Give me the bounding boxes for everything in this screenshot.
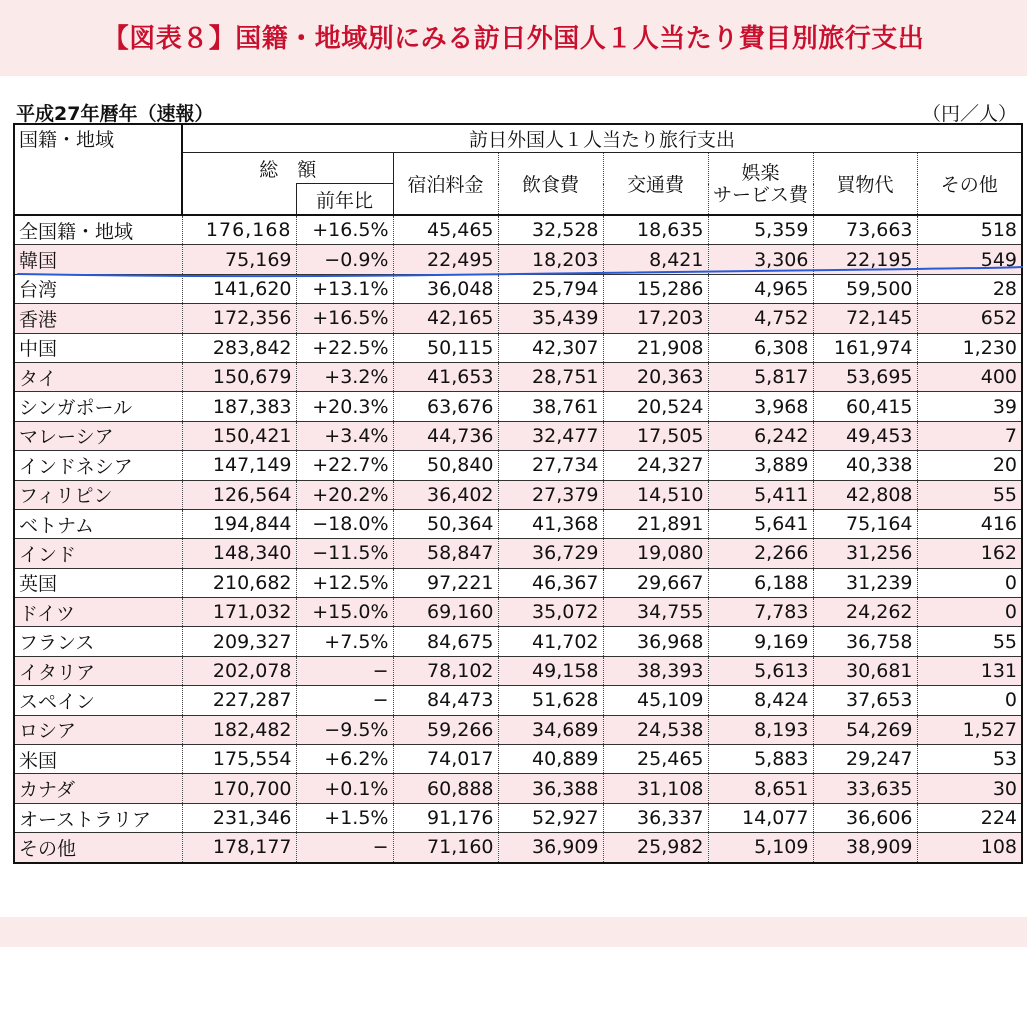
cell-transport: 34,755 — [603, 598, 708, 627]
cell-yoy: −11.5% — [296, 539, 393, 568]
cell-food: 51,628 — [498, 686, 603, 715]
row-country-name: 台湾 — [14, 274, 182, 303]
cell-other: 55 — [917, 627, 1022, 656]
cell-other: 1,230 — [917, 333, 1022, 362]
cell-entertainment: 3,889 — [708, 451, 813, 480]
cell-total: 209,327 — [182, 627, 296, 656]
table-subtitle: 平成27年暦年（速報） — [16, 103, 214, 125]
table-row — [14, 480, 1022, 509]
cell-lodging: 42,165 — [393, 304, 498, 333]
header-lodging: 宿泊料金 — [393, 153, 498, 216]
cell-other: 131 — [917, 656, 1022, 685]
cell-transport: 25,982 — [603, 833, 708, 863]
cell-other: 162 — [917, 539, 1022, 568]
row-country-name: インド — [14, 539, 182, 568]
cell-lodging: 36,048 — [393, 274, 498, 303]
cell-shopping: 72,145 — [813, 304, 917, 333]
cell-transport: 29,667 — [603, 568, 708, 597]
row-country-name: オーストラリア — [14, 803, 182, 832]
cell-lodging: 59,266 — [393, 715, 498, 744]
header-total: 総 額 — [182, 153, 393, 184]
cell-yoy: +16.5% — [296, 304, 393, 333]
cell-yoy: − — [296, 686, 393, 715]
cell-total: 210,682 — [182, 568, 296, 597]
cell-lodging: 91,176 — [393, 803, 498, 832]
table-row — [14, 362, 1022, 391]
cell-lodging: 50,364 — [393, 509, 498, 538]
cell-transport: 36,968 — [603, 627, 708, 656]
cell-other: 224 — [917, 803, 1022, 832]
cell-shopping: 60,415 — [813, 392, 917, 421]
cell-other: 108 — [917, 833, 1022, 863]
header-group: 訪日外国人１人当たり旅行支出 — [182, 124, 1022, 153]
cell-yoy: +3.2% — [296, 362, 393, 391]
cell-lodging: 45,465 — [393, 215, 498, 245]
cell-other: 30 — [917, 774, 1022, 803]
cell-food: 35,072 — [498, 598, 603, 627]
cell-entertainment: 14,077 — [708, 803, 813, 832]
row-country-name: タイ — [14, 362, 182, 391]
cell-shopping: 33,635 — [813, 774, 917, 803]
cell-other: 28 — [917, 274, 1022, 303]
header-yoy: 前年比 — [296, 184, 393, 216]
cell-food: 49,158 — [498, 656, 603, 685]
cell-entertainment: 5,817 — [708, 362, 813, 391]
cell-entertainment: 3,306 — [708, 245, 813, 274]
table-row — [14, 215, 1022, 245]
row-country-name: ベトナム — [14, 509, 182, 538]
cell-lodging: 71,160 — [393, 833, 498, 863]
cell-transport: 21,908 — [603, 333, 708, 362]
cell-total: 178,177 — [182, 833, 296, 863]
cell-lodging: 97,221 — [393, 568, 498, 597]
cell-total: 150,421 — [182, 421, 296, 450]
cell-food: 34,689 — [498, 715, 603, 744]
header-transport: 交通費 — [603, 153, 708, 216]
table-row — [14, 274, 1022, 303]
row-country-name: 韓国 — [14, 245, 182, 274]
table-row — [14, 686, 1022, 715]
cell-food: 38,761 — [498, 392, 603, 421]
unit-label: （円／人） — [921, 103, 1017, 125]
table-row — [14, 745, 1022, 774]
cell-lodging: 74,017 — [393, 745, 498, 774]
cell-total: 231,346 — [182, 803, 296, 832]
cell-shopping: 31,239 — [813, 568, 917, 597]
cell-shopping: 73,663 — [813, 215, 917, 245]
row-country-name: ロシア — [14, 715, 182, 744]
cell-shopping: 75,164 — [813, 509, 917, 538]
cell-yoy: +22.5% — [296, 333, 393, 362]
cell-transport: 19,080 — [603, 539, 708, 568]
cell-shopping: 38,909 — [813, 833, 917, 863]
cell-yoy: +20.3% — [296, 392, 393, 421]
cell-total: 172,356 — [182, 304, 296, 333]
cell-transport: 45,109 — [603, 686, 708, 715]
cell-food: 18,203 — [498, 245, 603, 274]
cell-transport: 31,108 — [603, 774, 708, 803]
cell-other: 416 — [917, 509, 1022, 538]
cell-food: 41,368 — [498, 509, 603, 538]
cell-shopping: 29,247 — [813, 745, 917, 774]
cell-transport: 21,891 — [603, 509, 708, 538]
cell-shopping: 53,695 — [813, 362, 917, 391]
cell-transport: 18,635 — [603, 215, 708, 245]
cell-yoy: +16.5% — [296, 215, 393, 245]
cell-yoy: +15.0% — [296, 598, 393, 627]
cell-total: 141,620 — [182, 274, 296, 303]
cell-transport: 15,286 — [603, 274, 708, 303]
table-row — [14, 421, 1022, 450]
cell-yoy: +6.2% — [296, 745, 393, 774]
cell-yoy: − — [296, 656, 393, 685]
cell-shopping: 37,653 — [813, 686, 917, 715]
cell-transport: 20,363 — [603, 362, 708, 391]
cell-other: 55 — [917, 480, 1022, 509]
cell-total: 171,032 — [182, 598, 296, 627]
cell-food: 27,379 — [498, 480, 603, 509]
cell-shopping: 40,338 — [813, 451, 917, 480]
expenditure-table — [13, 123, 1023, 864]
cell-transport: 38,393 — [603, 656, 708, 685]
cell-yoy: −18.0% — [296, 509, 393, 538]
header-food: 飲食費 — [498, 153, 603, 216]
cell-other: 549 — [917, 245, 1022, 274]
table-row — [14, 627, 1022, 656]
cell-shopping: 36,606 — [813, 803, 917, 832]
table-row — [14, 451, 1022, 480]
header-category: 国籍・地域 — [14, 124, 182, 215]
row-country-name: イタリア — [14, 656, 182, 685]
cell-lodging: 36,402 — [393, 480, 498, 509]
cell-lodging: 50,840 — [393, 451, 498, 480]
cell-entertainment: 4,965 — [708, 274, 813, 303]
row-country-name: その他 — [14, 833, 182, 863]
cell-yoy: +0.1% — [296, 774, 393, 803]
cell-total: 175,554 — [182, 745, 296, 774]
cell-total: 283,842 — [182, 333, 296, 362]
table-row — [14, 774, 1022, 803]
cell-food: 40,889 — [498, 745, 603, 774]
cell-other: 0 — [917, 598, 1022, 627]
cell-total: 182,482 — [182, 715, 296, 744]
cell-entertainment: 2,266 — [708, 539, 813, 568]
row-country-name: 英国 — [14, 568, 182, 597]
cell-yoy: −9.5% — [296, 715, 393, 744]
cell-yoy: −0.9% — [296, 245, 393, 274]
cell-entertainment: 3,968 — [708, 392, 813, 421]
header-entertainment-line2: サービス費 — [712, 183, 808, 206]
cell-shopping: 42,808 — [813, 480, 917, 509]
cell-other: 7 — [917, 421, 1022, 450]
cell-total: 170,700 — [182, 774, 296, 803]
cell-lodging: 50,115 — [393, 333, 498, 362]
cell-shopping: 22,195 — [813, 245, 917, 274]
cell-entertainment: 5,411 — [708, 480, 813, 509]
header-entertainment — [708, 153, 813, 216]
cell-entertainment: 6,188 — [708, 568, 813, 597]
cell-entertainment: 4,752 — [708, 304, 813, 333]
cell-shopping: 31,256 — [813, 539, 917, 568]
table-row — [14, 568, 1022, 597]
cell-food: 27,734 — [498, 451, 603, 480]
table-row — [14, 333, 1022, 362]
table-body — [14, 215, 1022, 863]
cell-shopping: 30,681 — [813, 656, 917, 685]
cell-transport: 24,327 — [603, 451, 708, 480]
cell-transport: 17,203 — [603, 304, 708, 333]
cell-transport: 17,505 — [603, 421, 708, 450]
row-country-name: フランス — [14, 627, 182, 656]
cell-food: 25,794 — [498, 274, 603, 303]
cell-entertainment: 8,193 — [708, 715, 813, 744]
row-country-name: シンガポール — [14, 392, 182, 421]
row-country-name: 米国 — [14, 745, 182, 774]
cell-other: 652 — [917, 304, 1022, 333]
row-country-name: マレーシア — [14, 421, 182, 450]
cell-food: 36,388 — [498, 774, 603, 803]
row-country-name: 中国 — [14, 333, 182, 362]
cell-transport: 36,337 — [603, 803, 708, 832]
cell-lodging: 69,160 — [393, 598, 498, 627]
cell-other: 0 — [917, 686, 1022, 715]
cell-total: 126,564 — [182, 480, 296, 509]
table-row — [14, 598, 1022, 627]
cell-lodging: 78,102 — [393, 656, 498, 685]
cell-other: 1,527 — [917, 715, 1022, 744]
cell-other: 518 — [917, 215, 1022, 245]
row-country-name: インドネシア — [14, 451, 182, 480]
cell-other: 400 — [917, 362, 1022, 391]
table-row — [14, 833, 1022, 863]
cell-entertainment: 9,169 — [708, 627, 813, 656]
cell-total: 150,679 — [182, 362, 296, 391]
cell-total: 176,168 — [182, 215, 296, 245]
cell-shopping: 54,269 — [813, 715, 917, 744]
cell-entertainment: 8,651 — [708, 774, 813, 803]
cell-entertainment: 7,783 — [708, 598, 813, 627]
cell-yoy: +7.5% — [296, 627, 393, 656]
cell-shopping: 59,500 — [813, 274, 917, 303]
row-country-name: 全国籍・地域 — [14, 215, 182, 245]
cell-total: 147,149 — [182, 451, 296, 480]
cell-food: 52,927 — [498, 803, 603, 832]
row-country-name: フィリピン — [14, 480, 182, 509]
cell-entertainment: 5,109 — [708, 833, 813, 863]
cell-shopping: 49,453 — [813, 421, 917, 450]
cell-lodging: 58,847 — [393, 539, 498, 568]
cell-total: 202,078 — [182, 656, 296, 685]
table-row — [14, 656, 1022, 685]
row-country-name: カナダ — [14, 774, 182, 803]
cell-food: 32,477 — [498, 421, 603, 450]
cell-shopping: 36,758 — [813, 627, 917, 656]
cell-other: 0 — [917, 568, 1022, 597]
row-country-name: 香港 — [14, 304, 182, 333]
cell-entertainment: 5,613 — [708, 656, 813, 685]
cell-lodging: 22,495 — [393, 245, 498, 274]
cell-entertainment: 6,242 — [708, 421, 813, 450]
table-row — [14, 392, 1022, 421]
cell-entertainment: 5,883 — [708, 745, 813, 774]
header-entertainment-line1: 娯楽 — [741, 161, 780, 184]
cell-transport: 24,538 — [603, 715, 708, 744]
cell-food: 41,702 — [498, 627, 603, 656]
table-row — [14, 245, 1022, 274]
header-other: その他 — [917, 153, 1022, 216]
bottom-band — [0, 917, 1027, 947]
cell-transport: 8,421 — [603, 245, 708, 274]
cell-food: 36,909 — [498, 833, 603, 863]
cell-food: 32,528 — [498, 215, 603, 245]
cell-lodging: 41,653 — [393, 362, 498, 391]
row-country-name: スペイン — [14, 686, 182, 715]
row-country-name: ドイツ — [14, 598, 182, 627]
cell-entertainment: 5,359 — [708, 215, 813, 245]
page-title: 【図表８】国籍・地域別にみる訪日外国人１人当たり費目別旅行支出 — [102, 24, 925, 54]
cell-yoy: +1.5% — [296, 803, 393, 832]
header-shopping: 買物代 — [813, 153, 917, 216]
cell-yoy: +12.5% — [296, 568, 393, 597]
table-row — [14, 803, 1022, 832]
cell-lodging: 84,473 — [393, 686, 498, 715]
cell-transport: 20,524 — [603, 392, 708, 421]
cell-lodging: 84,675 — [393, 627, 498, 656]
cell-yoy: +13.1% — [296, 274, 393, 303]
cell-other: 53 — [917, 745, 1022, 774]
cell-entertainment: 8,424 — [708, 686, 813, 715]
cell-transport: 25,465 — [603, 745, 708, 774]
cell-shopping: 161,974 — [813, 333, 917, 362]
cell-yoy: +3.4% — [296, 421, 393, 450]
cell-lodging: 60,888 — [393, 774, 498, 803]
cell-shopping: 24,262 — [813, 598, 917, 627]
cell-yoy: +22.7% — [296, 451, 393, 480]
cell-other: 39 — [917, 392, 1022, 421]
cell-total: 148,340 — [182, 539, 296, 568]
cell-food: 36,729 — [498, 539, 603, 568]
cell-food: 46,367 — [498, 568, 603, 597]
cell-total: 75,169 — [182, 245, 296, 274]
cell-total: 194,844 — [182, 509, 296, 538]
cell-lodging: 44,736 — [393, 421, 498, 450]
cell-food: 42,307 — [498, 333, 603, 362]
cell-yoy: − — [296, 833, 393, 863]
cell-lodging: 63,676 — [393, 392, 498, 421]
cell-yoy: +20.2% — [296, 480, 393, 509]
cell-transport: 14,510 — [603, 480, 708, 509]
table-row — [14, 509, 1022, 538]
cell-total: 227,287 — [182, 686, 296, 715]
cell-other: 20 — [917, 451, 1022, 480]
table-row — [14, 715, 1022, 744]
cell-food: 28,751 — [498, 362, 603, 391]
cell-entertainment: 6,308 — [708, 333, 813, 362]
cell-entertainment: 5,641 — [708, 509, 813, 538]
cell-food: 35,439 — [498, 304, 603, 333]
cell-total: 187,383 — [182, 392, 296, 421]
table-row — [14, 539, 1022, 568]
table-row — [14, 304, 1022, 333]
